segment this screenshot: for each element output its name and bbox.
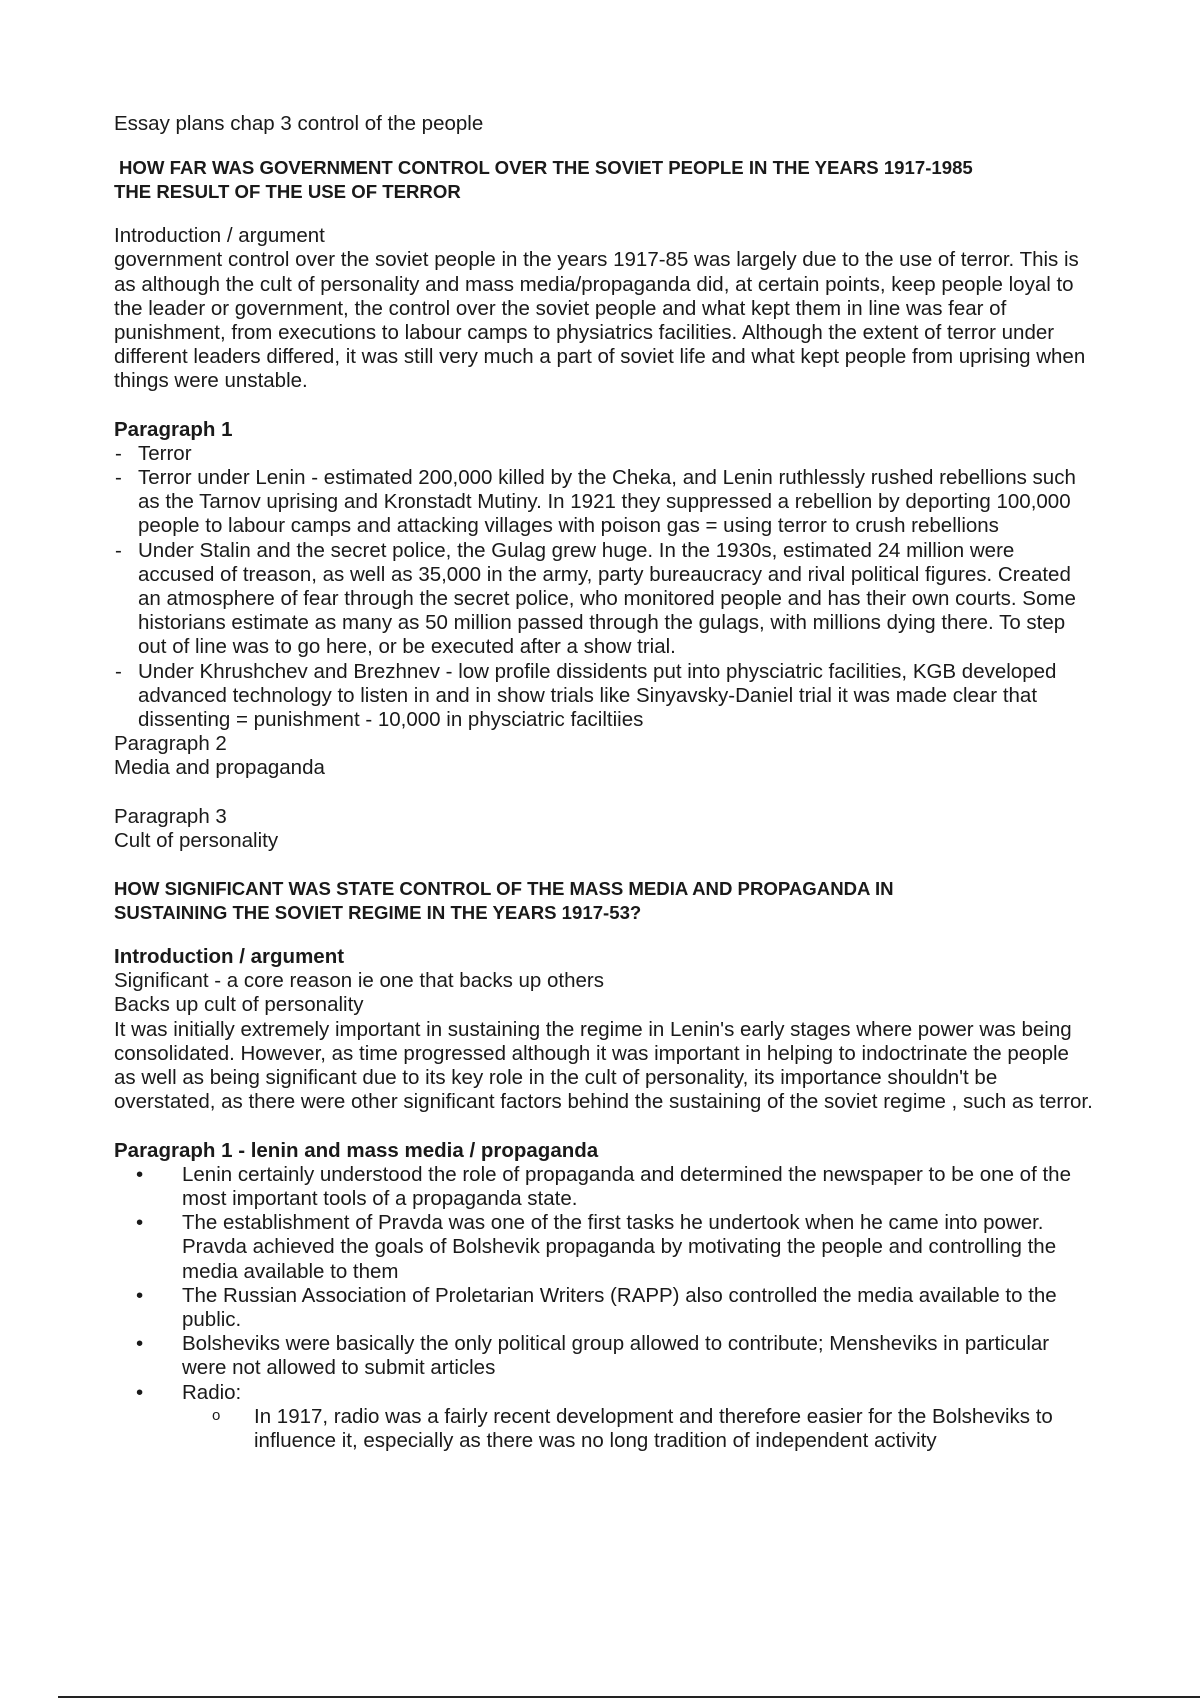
sub-list-item: o In 1917, radio was a fairly recent development and therefore easier for the Bolsheviks to influence it, especially as there was no long tradition of independent activity: [182, 1405, 1094, 1453]
essay-1-paragraph-3-label: Paragraph 3: [114, 804, 227, 828]
radio-label: Radio:: [182, 1380, 242, 1404]
essay-1-title: [114, 156, 1094, 204]
list-item-radio: [114, 1381, 1094, 1454]
essay-1-paragraph-2-text: Media and propaganda: [114, 756, 325, 780]
essay-2-title-line-1: HOW SIGNIFICANT WAS STATE CONTROL OF THE MASS MEDIA AND PROPAGANDA IN: [114, 878, 894, 900]
essay-2-paragraph-1-label: Paragraph 1 - lenin and mass media / propaganda: [114, 1138, 599, 1162]
essay-1-paragraph-2-label: Paragraph 2: [114, 732, 227, 756]
essay-2-title-line-2: SUSTAINING THE SOVIET REGIME IN THE YEARS 1917-53?: [114, 902, 642, 924]
list-item: - Under Stalin and the secret police, the Gulag grew huge. In the 1930s, estimated 24 million were accused of treason, as well as 35,000 in the army, party bureaucracy and rival political figures. Created an atmosphere of fear through the secret police, who monitored people and has their own courts. Some historians estimate as many as 50 million passed through the gulags, with millions dying there. To step out of line was to go here, or be executed after a show trial.: [114, 539, 1094, 660]
list-item: • Bolsheviks were basically the only political group allowed to contribute; Mensheviks in particular were not allowed to submit articles: [114, 1332, 1094, 1380]
document-page: [114, 112, 1094, 1453]
list-item: • The Russian Association of Proletarian Writers (RAPP) also controlled the media available to the public.: [114, 1284, 1094, 1332]
list-item: - Under Khrushchev and Brezhnev - low profile dissidents put into physciatric facilities, KGB developed advanced technology to listen in and in show trials like Sinyavsky-Daniel trial it was made clear that dissenting = punishment - 10,000 in physciatric faciltiies: [114, 660, 1094, 733]
essay-1-intro-text: government control over the soviet people in the years 1917-85 was largely due to the use of terror. This is as although the cult of personality and mass media/propaganda did, at certain points, keep people loyal to the leader or government, the control over the soviet people and what kept them in line was fear of punishment, from executions to labour camps to physiatrics facilities. Although the extent of terror under different leaders differed, it was still very much a part of soviet life and what kept people from uprising when things were unstable.: [114, 248, 1086, 393]
essay-1-paragraph-1-label: Paragraph 1: [114, 417, 233, 441]
essay-2-intro-line-1: Significant - a core reason ie one that backs up others: [114, 969, 605, 993]
essay-2-intro-text: It was initially extremely important in sustaining the regime in Lenin's early stages where power was being consolidated. However, as time progressed although it was important in helping to indoctrinate the people as well as being significant due to its key role in the cult of personality, its importance shouldn't be overstated, as there were other significant factors behind the sustaining of the soviet regime , such as terror.: [114, 1017, 1093, 1114]
essay-2-title: [114, 877, 1094, 925]
essay-2-intro-line-2: Backs up cult of personality: [114, 993, 364, 1017]
document-title: Essay plans chap 3 control of the people: [114, 112, 484, 135]
essay-1-paragraph-1-list: [114, 442, 1094, 732]
list-item: • Lenin certainly understood the role of propaganda and determined the newspaper to be one of the most important tools of a propaganda state.: [114, 1163, 1094, 1211]
list-item: - Terror: [114, 442, 1094, 466]
essay-1-title-line-2: THE RESULT OF THE USE OF TERROR: [114, 181, 461, 203]
footer-rule: [58, 1696, 1200, 1698]
essay-1-paragraph-3-text: Cult of personality: [114, 828, 279, 852]
essay-1-title-line-1: HOW FAR WAS GOVERNMENT CONTROL OVER THE SOVIET PEOPLE IN THE YEARS 1917-1985: [119, 157, 973, 179]
essay-2-intro-label: Introduction / argument: [114, 945, 345, 969]
list-item: - Terror under Lenin - estimated 200,000 killed by the Cheka, and Lenin ruthlessly rushed rebellions such as the Tarnov uprising and Kronstadt Mutiny. In 1921 they suppressed a rebellion by deporting 100,000 people to labour camps and attacking villages with poison gas = using terror to crush rebellions: [114, 466, 1094, 539]
essay-2-paragraph-1-list: [114, 1163, 1094, 1453]
list-item: • The establishment of Pravda was one of the first tasks he undertook when he came into power. Pravda achieved the goals of Bolshevik propaganda by motivating the people and controlling the media available to them: [114, 1211, 1094, 1284]
radio-sublist: [182, 1405, 1094, 1453]
essay-1-intro-label: Introduction / argument: [114, 224, 325, 248]
